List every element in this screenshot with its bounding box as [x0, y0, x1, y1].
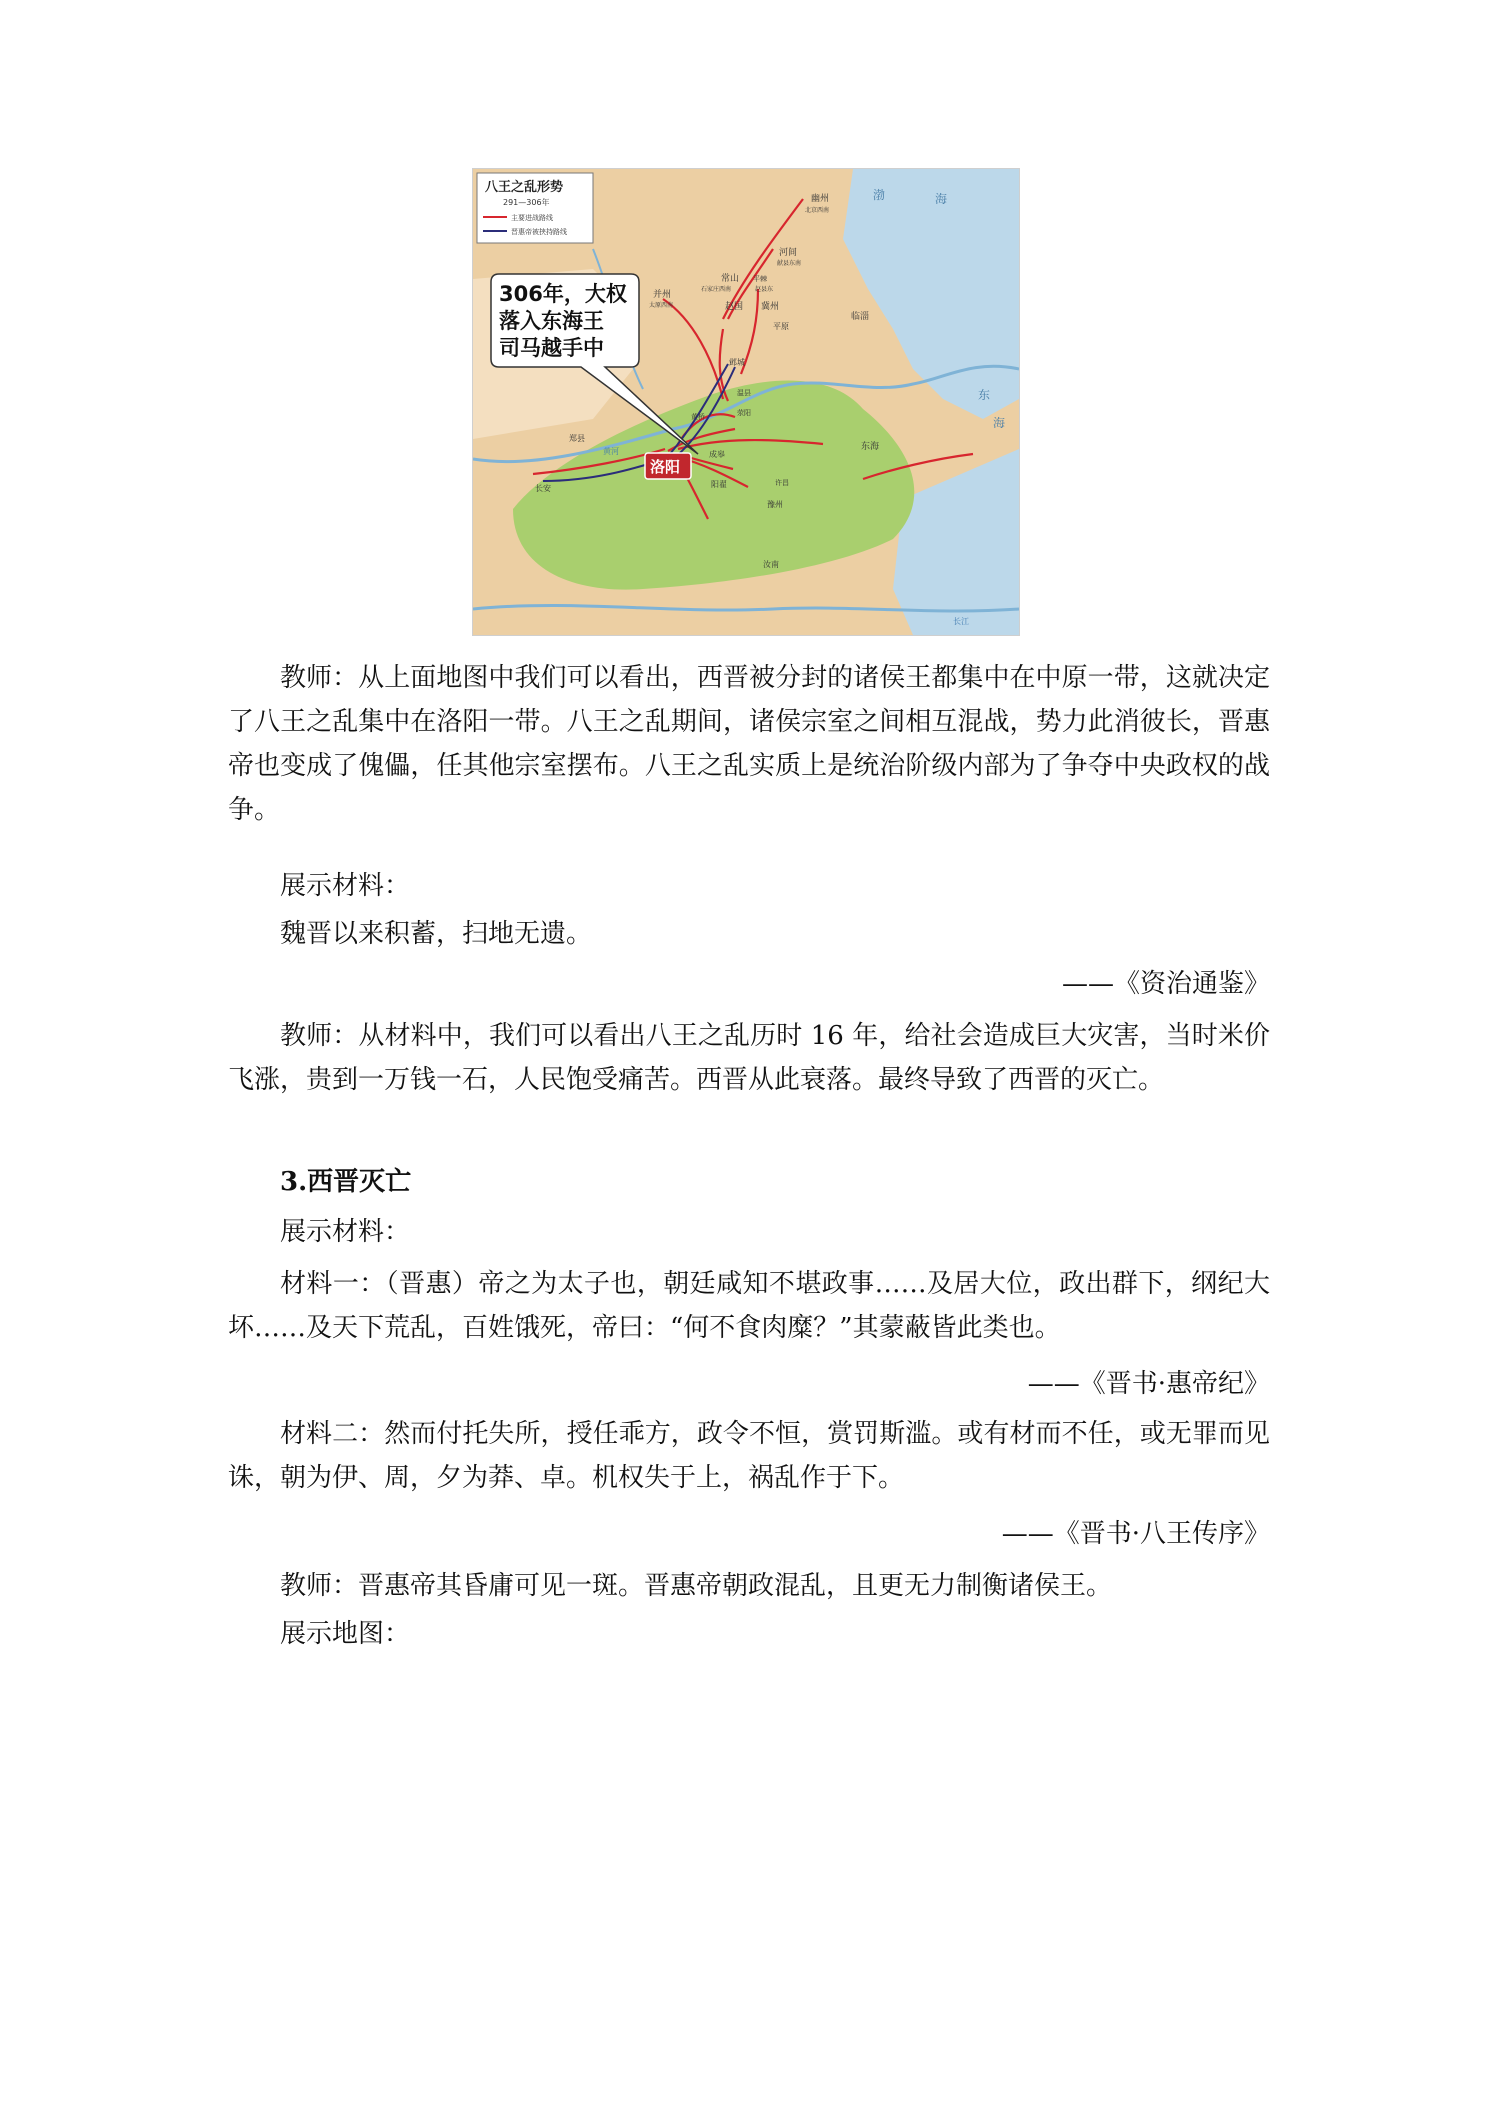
- place-label: 黄桥: [691, 413, 705, 421]
- place-label: 豫州: [767, 500, 783, 509]
- material-two-source: ——《晋书·八王传序》: [1001, 1519, 1270, 1549]
- place-label: 平原: [773, 322, 789, 331]
- map-title: 八王之乱形势: [485, 180, 564, 195]
- paragraph-teacher-3: 教师：晋惠帝其昏庸可见一斑。晋惠帝朝政混乱，且更无力制衡诸侯王。: [280, 1571, 1113, 1601]
- capital-label: 洛阳: [650, 458, 681, 476]
- paragraph-show-material-1: 展示材料：: [280, 871, 411, 901]
- map-figure: [472, 168, 1020, 636]
- place-label: 北京西南: [805, 207, 830, 214]
- place-label: 东海: [861, 442, 880, 452]
- material-two: 材料二：然而付托失所，授任乖方，政令不恒，赏罚斯滥。或有材而不任，或无罪而见诛，朝为伊、周，夕为莽、卓。机权失于上，祸乱作于下。: [228, 1419, 1270, 1493]
- place-label: 长安: [535, 484, 551, 493]
- place-label: 赵国: [725, 302, 744, 312]
- quote-zizhi: 魏晋以来积蓄，扫地无遗。: [280, 919, 593, 949]
- place-label: 赵县东: [755, 286, 774, 293]
- material-one: 材料一：（晋惠）帝之为太子也，朝廷咸知不堪政事……及居大位，政出群下，纲纪大坏……及天下荒乱，百姓饿死，帝曰：“何不食肉糜？”其蒙蔽皆此类也。: [228, 1269, 1270, 1343]
- quote-source-zizhi: ——《资治通鉴》: [1061, 969, 1270, 999]
- sea-label: 海: [935, 192, 948, 206]
- section-heading: 3.西晋灭亡: [280, 1167, 412, 1197]
- sea-label: 渤: [873, 188, 886, 202]
- place-label: 许昌: [775, 479, 789, 487]
- place-label: 阳翟: [711, 480, 727, 489]
- place-label: 河间: [779, 248, 798, 258]
- legend-red-label: 主要进战路线: [511, 214, 553, 222]
- eight-kings-map: [473, 169, 1019, 635]
- place-label: 并州: [653, 290, 672, 300]
- place-label: 冀州: [761, 302, 780, 312]
- place-label: 常山: [721, 274, 740, 284]
- paragraph-teacher-1: 教师：从上面地图中我们可以看出，西晋被分封的诸侯王都集中在中原一带，这就决定了八王之乱集中在洛阳一带。八王之乱期间，诸侯宗室之间相互混战，势力此消彼长，晋惠帝也变成了傀儡，任其他宗室摆布。八王之乱实质上是统治阶级内部为了争夺中央政权的战争。: [228, 663, 1270, 825]
- place-label: 荥阳: [737, 409, 751, 417]
- callout-line-2: 落入东海王: [499, 309, 604, 333]
- legend-blue-label: 晋惠帝被挟持路线: [511, 228, 567, 236]
- place-label: 平棘: [753, 275, 767, 283]
- place-label: 献县东南: [777, 260, 802, 267]
- map-years: 291—306年: [503, 198, 550, 207]
- material-one-source: ——《晋书·惠帝纪》: [1027, 1369, 1270, 1399]
- paragraph-show-map: 展示地图：: [280, 1619, 411, 1649]
- paragraph-show-material-2: 展示材料：: [280, 1217, 411, 1247]
- place-label: 太原西南: [649, 302, 674, 309]
- place-label: 郑县: [569, 434, 585, 443]
- place-label: 幽州: [811, 194, 830, 204]
- river-label: 黄河: [603, 447, 619, 456]
- sea-label: 东: [978, 388, 991, 402]
- river-label: 长江: [953, 617, 969, 626]
- place-label: 温县: [737, 389, 751, 397]
- callout-line-3: 司马越手中: [499, 336, 604, 360]
- sea-label: 海: [993, 416, 1006, 430]
- place-label: 临淄: [851, 312, 870, 322]
- place-label: 石家庄西南: [701, 286, 732, 293]
- callout-line-1: 306年，大权: [499, 282, 627, 306]
- place-label: 邺城: [729, 358, 745, 367]
- place-label: 成皋: [709, 450, 725, 459]
- paragraph-teacher-2: 教师：从材料中，我们可以看出八王之乱历时 16 年，给社会造成巨大灾害，当时米价飞涨，贵到一万钱一石，人民饱受痛苦。西晋从此衰落。最终导致了西晋的灭亡。: [228, 1021, 1270, 1095]
- place-label: 汝南: [763, 560, 779, 569]
